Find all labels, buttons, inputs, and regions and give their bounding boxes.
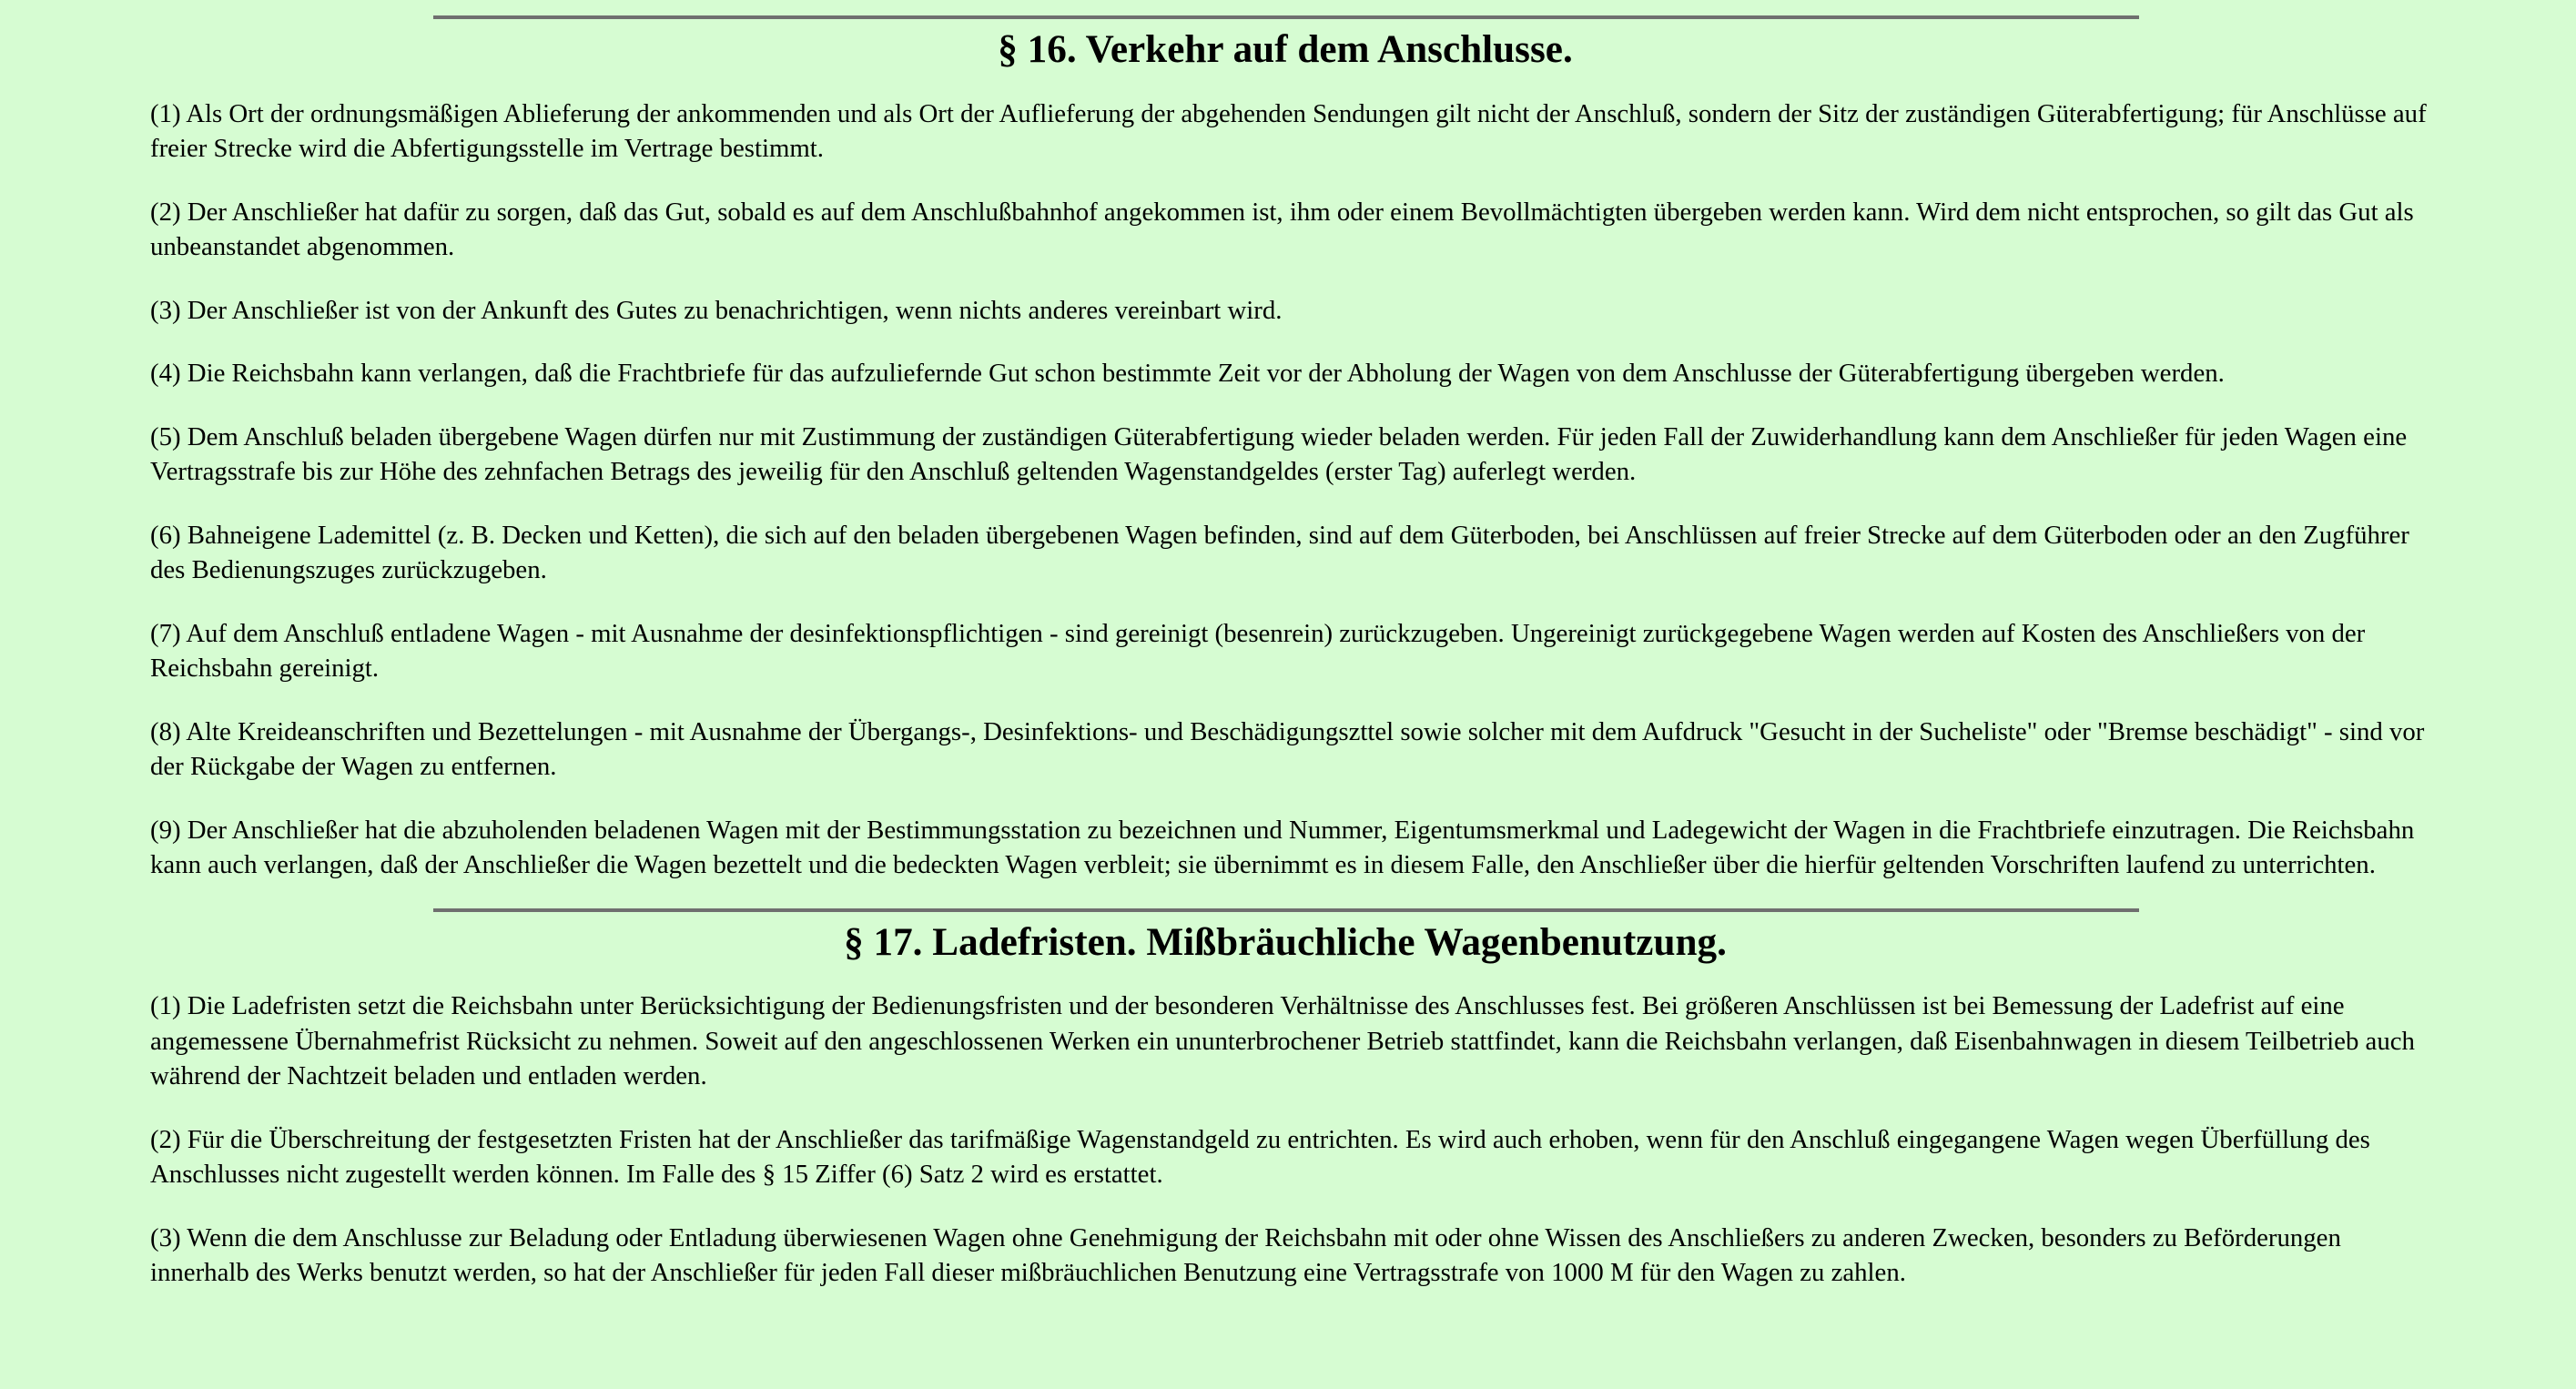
section-16-paragraph-3: (3) Der Anschließer ist von der Ankunft des Gutes zu benachrichtigen, wenn nichts anderes vereinbart wird.	[150, 295, 1283, 325]
section-16-paragraph-1: (1) Als Ort der ordnungsmäßigen Ablieferung der ankommenden und als Ort der Auflieferung der abgehenden Sendungen gilt nicht der Anschluß, sondern der Sitz der zuständigen Güterabfertigung; für Anschlüsse auf freier Strecke wird die Abfertigungsstelle im Vertrage bestimmt.	[150, 98, 2427, 163]
section-16-heading: § 16. Verkehr auf dem Anschlusse.	[998, 28, 1573, 71]
document-page	[150, 0, 2444, 1291]
section-divider	[433, 15, 2139, 19]
section-17-paragraph-3: (3) Wenn die dem Anschlusse zur Beladung oder Entladung überwiesenen Wagen ohne Genehmigung der Reichsbahn mit oder ohne Wissen des Anschließers zu anderen Zwecken, besonders zu Beförderungen innerhalb des Werks benutzt werden, so hat der Anschließer für jeden Fall dieser mißbräuchlichen Benutzung eine Vertragsstrafe von 1000 M für den Wagen zu zahlen.	[150, 1222, 2341, 1287]
section-16-paragraph-2: (2) Der Anschließer hat dafür zu sorgen, daß das Gut, sobald es auf dem Anschlußbahnhof angekommen ist, ihm oder einem Bevollmächtigten übergeben werden kann. Wird dem nicht entsprochen, so gilt das Gut als unbeanstandet abgenommen.	[150, 197, 2414, 261]
section-16-paragraph-4: (4) Die Reichsbahn kann verlangen, daß die Frachtbriefe für das aufzuliefernde Gut schon bestimmte Zeit vor der Abholung der Wagen von dem Anschlusse der Güterabfertigung übergeben werden.	[150, 359, 2225, 388]
section-16-paragraph-8: (8) Alte Kreideanschriften und Bezettelungen - mit Ausnahme der Übergangs-, Desinfektions- und Beschädigungszttel sowie solcher mit dem Aufdruck "Gesucht in der Sucheliste" oder "Bremse beschädigt" - sind vor der Rückgabe der Wagen zu entfernen.	[150, 716, 2425, 781]
section-16-paragraph-7: (7) Auf dem Anschluß entladene Wagen - mit Ausnahme der desinfektionspflichtigen - sind gereinigt (besenrein) zurückzugeben. Ungereinigt zurückgegebene Wagen werden auf Kosten des Anschließers von der Reichsbahn gereinigt.	[150, 618, 2366, 683]
section-divider	[433, 908, 2139, 912]
section-17-heading: § 17. Ladefristen. Mißbräuchliche Wagenbenutzung.	[844, 920, 1727, 964]
section-17-paragraph-2: (2) Für die Überschreitung der festgesetzten Fristen hat der Anschließer das tarifmäßige Wagenstandgeld zu entrichten. Es wird auch erhoben, wenn für den Anschluß eingegangene Wagen wegen Überfüllung des Anschlusses nicht zugestellt werden können. Im Falle des § 15 Ziffer (6) Satz 2 wird es erstattet.	[150, 1124, 2370, 1189]
section-16-paragraph-9: (9) Der Anschließer hat die abzuholenden beladenen Wagen mit der Bestimmungsstation zu bezeichnen und Nummer, Eigentumsmerkmal und Ladegewicht der Wagen in die Frachtbriefe einzutragen. Die Reichsbahn kann auch verlangen, daß der Anschließer die Wagen bezettelt und die bedeckten Wagen verbleit; sie übernimmt es in diesem Falle, den Anschließer über die hierfür geltenden Vorschriften laufend zu unterrichten.	[150, 815, 2415, 879]
section-16-paragraph-6: (6) Bahneigene Lademittel (z. B. Decken und Ketten), die sich auf den beladen übergebenen Wagen befinden, sind auf dem Güterboden, bei Anschlüssen auf freier Strecke auf dem Güterboden oder an den Zugführer des Bedienungszuges zurückzugeben.	[150, 520, 2409, 584]
section-17-paragraph-1: (1) Die Ladefristen setzt die Reichsbahn unter Berücksichtigung der Bedienungsfristen und der besonderen Verhältnisse des Anschlusses fest. Bei größeren Anschlüssen ist bei Bemessung der Ladefrist auf eine angemessene Übernahmefrist Rücksicht zu nehmen. Soweit auf den angeschlossenen Werken ein ununterbrochener Betrieb stattfindet, kann die Reichsbahn verlangen, daß Eisenbahnwagen in diesem Teilbetrieb auch während der Nachtzeit beladen und entladen werden.	[150, 991, 2415, 1090]
section-16-paragraph-5: (5) Dem Anschluß beladen übergebene Wagen dürfen nur mit Zustimmung der zuständigen Güterabfertigung wieder beladen werden. Für jeden Fall der Zuwiderhandlung kann dem Anschließer für jeden Wagen eine Vertragsstrafe bis zur Höhe des zehnfachen Betrags des jeweilig für den Anschluß geltenden Wagenstandgeldes (erster Tag) auferlegt werden.	[150, 421, 2408, 486]
